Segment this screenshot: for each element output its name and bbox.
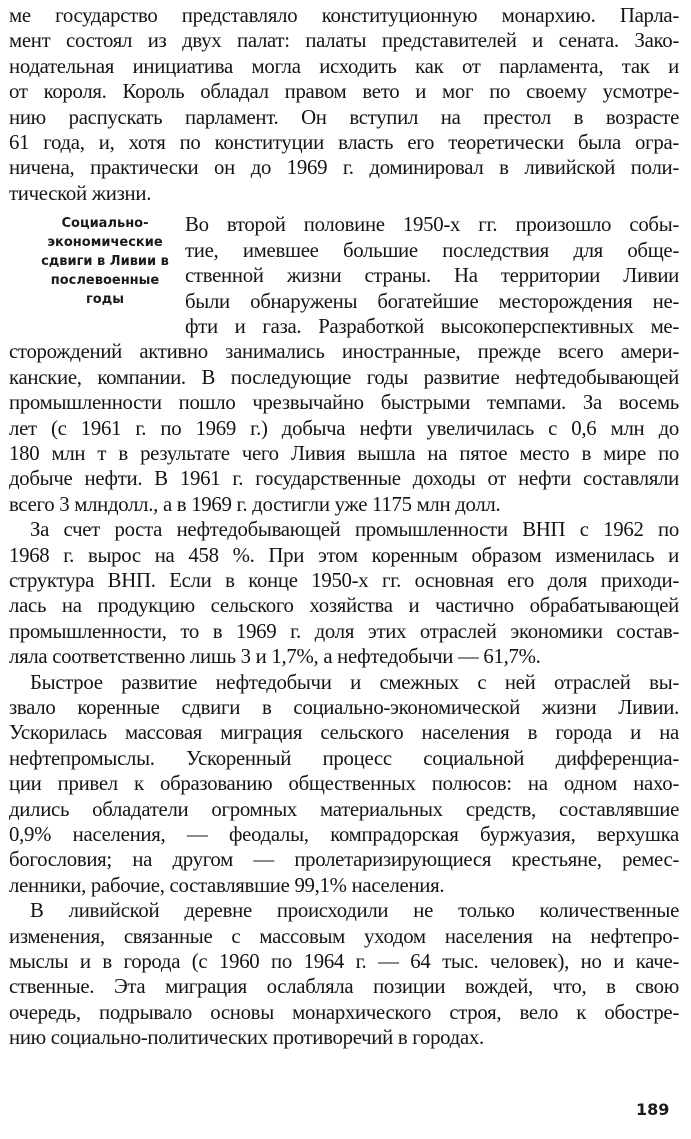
text-line: лет (с 1961 г. по 1969 г.) добыча нефти увеличилась с 0,6 млн до	[9, 416, 679, 440]
text-line: лась на продукцию сельского хозяйства и частично обрабатывающей	[9, 594, 679, 618]
text-line: нию распускать парламент. Он вступил на престол в возрасте	[9, 105, 679, 129]
page-number: 189	[636, 1100, 670, 1119]
text-line: нефтепромыслы. Ускоренный процесс социальной дифференциа-	[9, 746, 679, 770]
text-line: 61 года, и, хотя по конституции власть его теоретически была огра-	[9, 131, 679, 154]
text-line: добыче нефти. В 1961 г. государственные доходы от нефти составляли	[9, 467, 679, 491]
text-line: ственные. Эта миграция ослабляла позиции вождей, что, в свою	[9, 975, 679, 999]
text-line: от короля. Король обладал правом вето и мог по своему усмотре-	[9, 80, 679, 104]
text-line: 0,9% населения, — феодалы, компрадорская буржуазия, верхушка	[9, 823, 679, 846]
margin-heading-line: сдвиги в Ливии в	[41, 254, 169, 270]
text-line: промышленности, то в 1969 г. доля этих отраслей экономики состав-	[9, 619, 679, 643]
text-line: тие, имевшее большие последствия для обще-	[185, 238, 679, 262]
text-line: Ускорилась массовая миграция сельского населения в города и на	[9, 721, 679, 745]
text-line: Быстрое развитие нефтедобычи и смежных с ней отраслей вы-	[30, 670, 679, 694]
text-line: 1968 г. вырос на 458 %. При этом коренным образом изменилась и	[9, 543, 679, 567]
text-line: структура ВНП. Если в конце 1950-х гг. основная его доля приходи-	[9, 568, 679, 592]
text-line: богословия; на другом — пролетаризирующиеся крестьяне, ремес-	[9, 848, 679, 872]
margin-heading-line: послевоенные	[50, 273, 160, 289]
text-line: фти и газа. Разработкой высокоперспективных ме-	[185, 314, 679, 338]
text-line: нодательная инициатива могла исходить как от парламента, так и	[9, 54, 679, 78]
text-line: дились обладатели огромных материальных средств, составлявшие	[9, 797, 679, 821]
margin-heading	[30, 214, 180, 309]
text-line: сторождений активно занимались иностранные, прежде всего амери-	[9, 340, 679, 364]
text-line: промышленности пошло чрезвычайно быстрыми темпами. За восемь	[9, 391, 679, 415]
text-line: ственной жизни страны. На территории Ливии	[185, 264, 679, 287]
text-line: нию социально-политических противоречий в городах.	[9, 1026, 484, 1050]
text-line: тической жизни.	[9, 181, 152, 205]
margin-heading-line: годы	[86, 292, 124, 308]
text-line: 180 млн т в результате чего Ливия вышла на пятое место в мире по	[9, 441, 679, 465]
text-line: ленники, рабочие, составлявшие 99,1% населения.	[9, 873, 445, 897]
text-line: ме государство представляло конституционную монархию. Парла-	[9, 4, 679, 27]
text-line: были обнаружены богатейшие месторождения не-	[185, 289, 679, 313]
text-line: мент состоял из двух палат: палаты представителей и сената. Зако-	[9, 29, 679, 53]
text-line: ничена, практически он до 1969 г. доминировал в ливийской поли-	[9, 156, 679, 180]
text-line: всего 3 млндолл., а в 1969 г. достигли уже 1175 млн долл.	[9, 492, 501, 516]
text-line: изменения, связанные с массовым уходом населения на нефтепро-	[9, 924, 679, 948]
text-line: ляла соответственно лишь 3 и 1,7%, а нефтедобычи — 61,7%.	[9, 645, 541, 669]
margin-heading-line: экономические	[47, 235, 163, 251]
text-line: мыслы и в города (с 1960 по 1964 г. — 64 тыс. человек), но и каче-	[9, 950, 679, 973]
margin-heading-line: Социально-	[61, 216, 149, 232]
text-line: звало коренные сдвиги в социально-экономической жизни Ливии.	[9, 695, 679, 719]
text-line: ции привел к образованию общественных полюсов: на одном нахо-	[9, 772, 679, 796]
text-line: очередь, подрывало основы монархического строя, вело к обостре-	[9, 1000, 679, 1024]
text-line: В ливийской деревне происходили не только количественные	[30, 899, 679, 923]
text-line: За счет роста нефтедобывающей промышленности ВНП с 1962 по	[30, 518, 679, 542]
text-line: Во второй половине 1950-х гг. произошло собы-	[185, 213, 679, 237]
text-line: канские, компании. В последующие годы развитие нефтедобывающей	[9, 365, 679, 389]
